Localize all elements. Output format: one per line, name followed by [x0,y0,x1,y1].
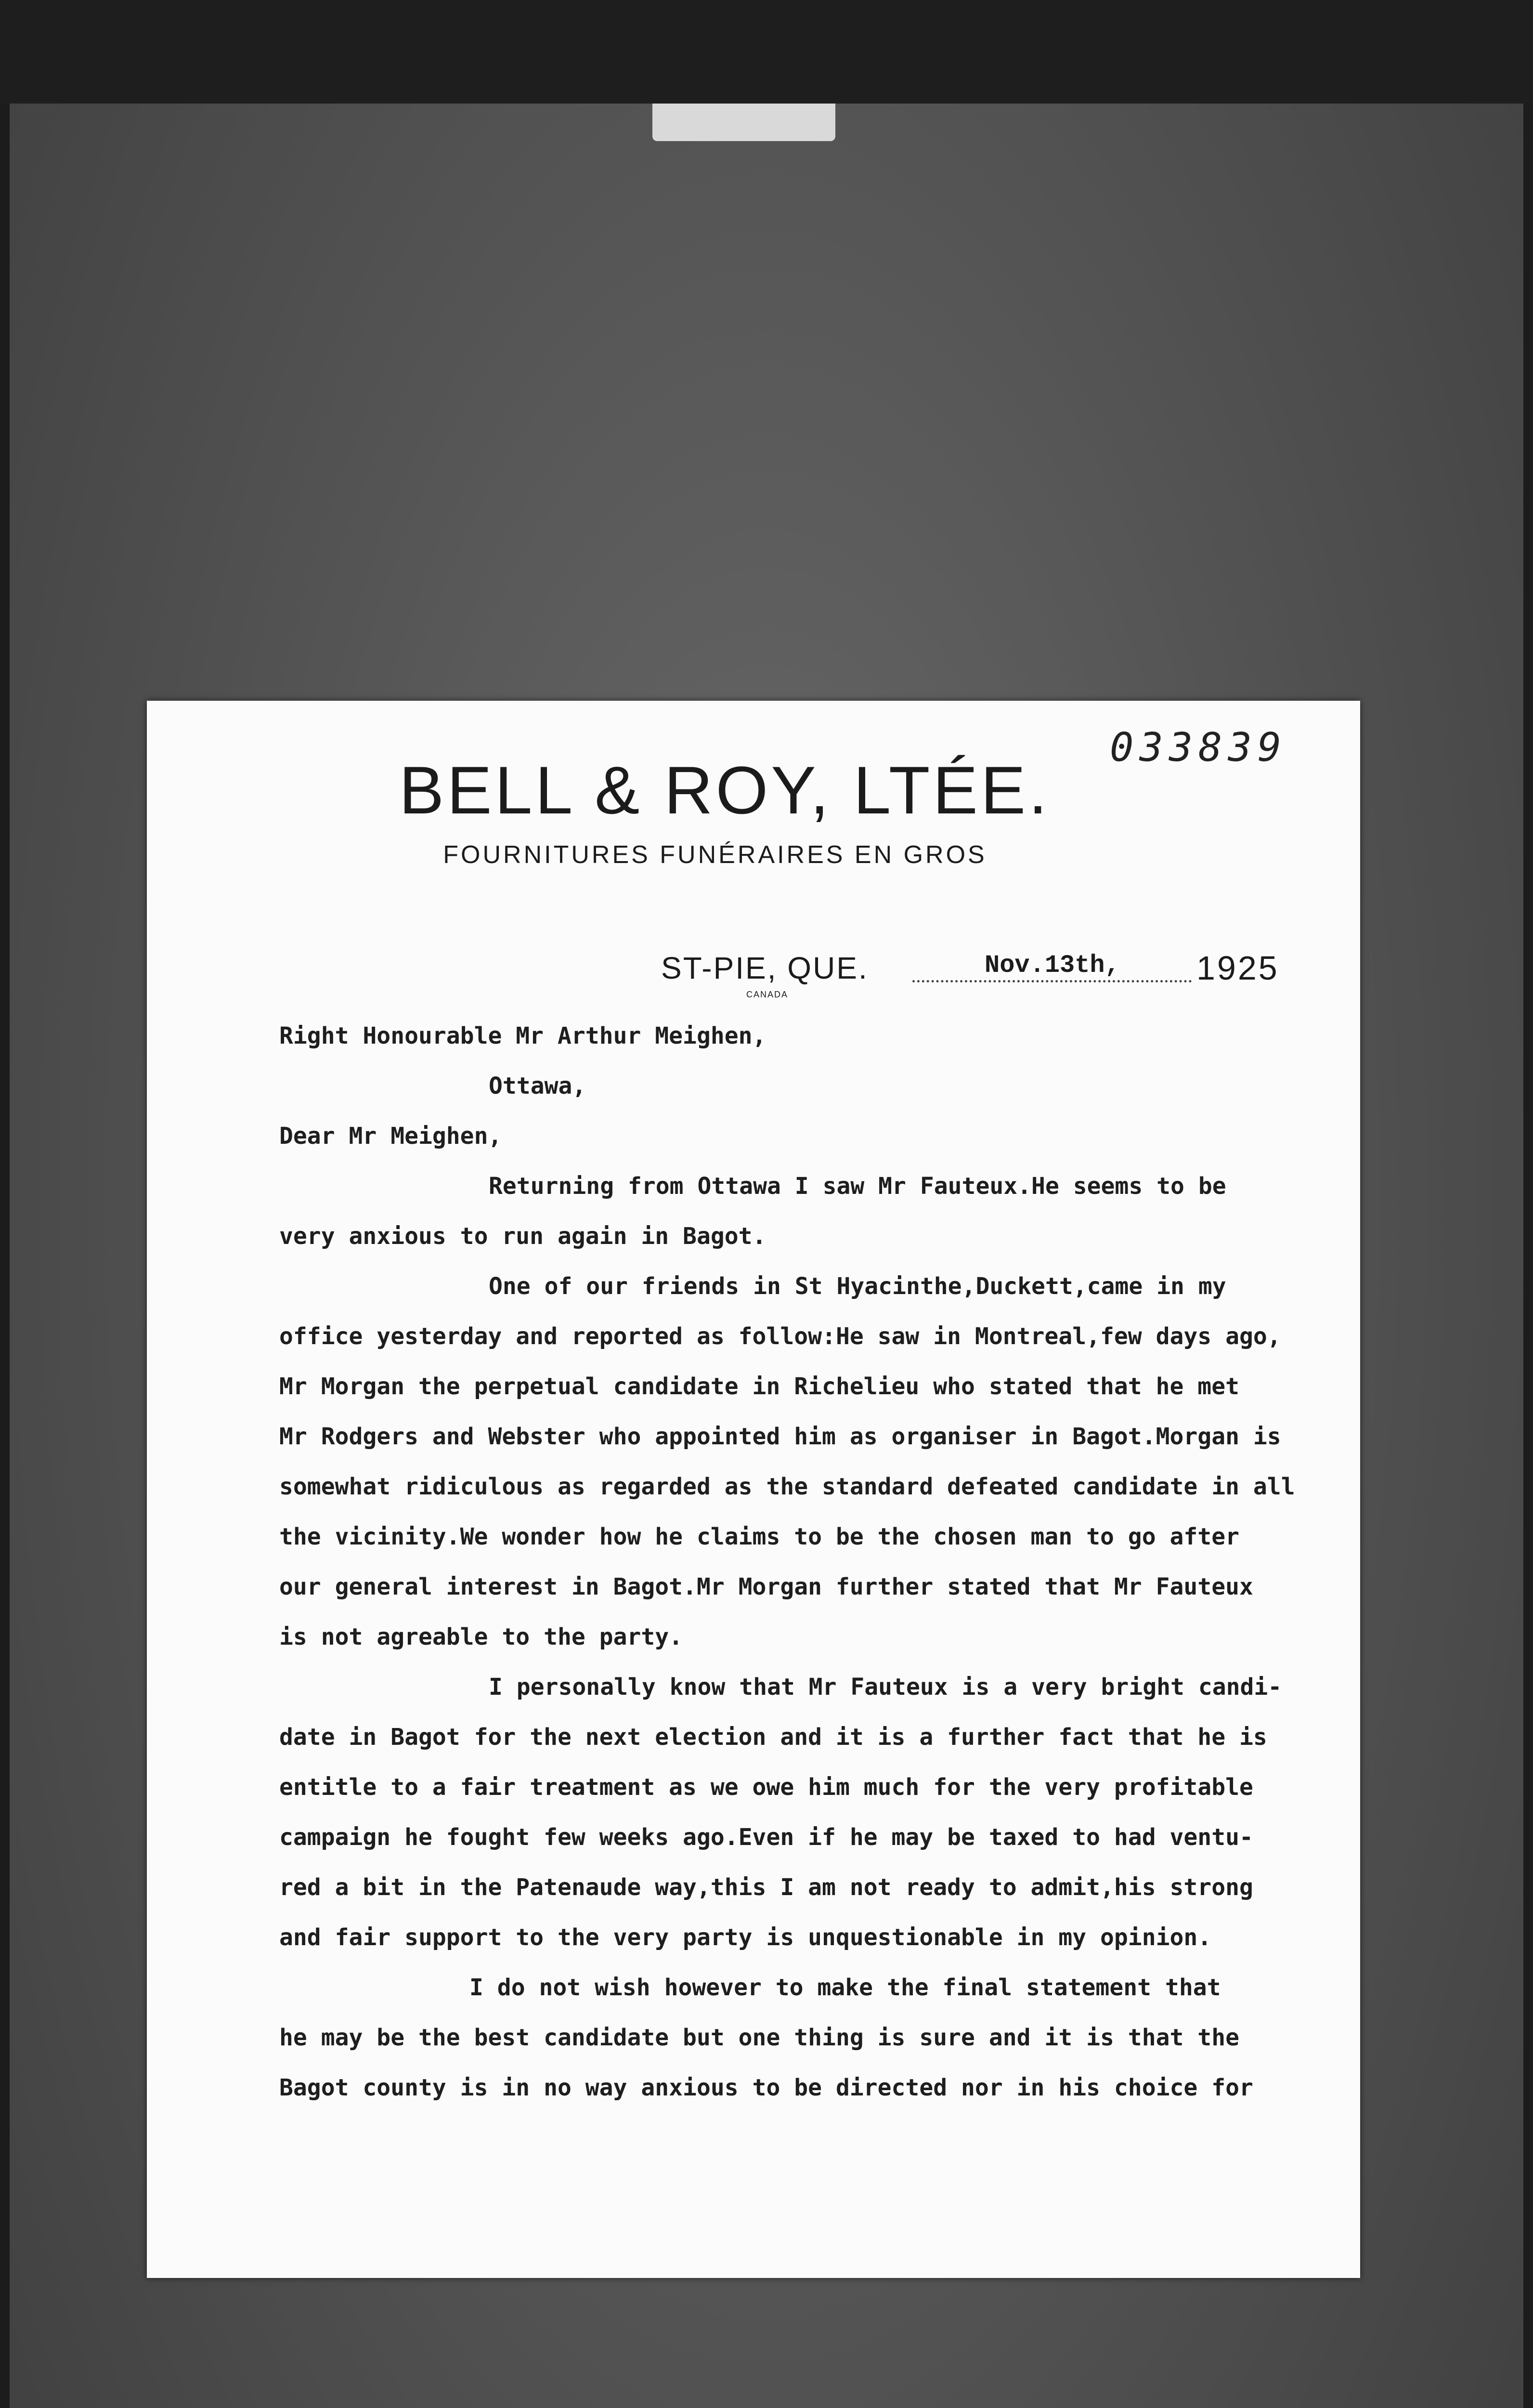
letter-line: Ottawa, [489,1073,586,1099]
letter-line: is not agreable to the party. [279,1623,683,1650]
letter-line: very anxious to run again in Bagot. [279,1223,766,1250]
letter-line: Right Honourable Mr Arthur Meighen, [279,1022,766,1049]
letter-line: and fair support to the very party is unquestionable in my opinion. [279,1924,1212,1951]
letter-line: Returning from Ottawa I saw Mr Fauteux.He seems to be [489,1173,1226,1200]
top-clip-tab [652,104,835,141]
letter-place: ST-PIE, QUE. [661,951,869,985]
letter-line: date in Bagot for the next election and it is a further fact that he is [279,1724,1267,1751]
letter-year: 1925 [1196,949,1279,987]
letter-line: our general interest in Bagot.Mr Morgan further stated that Mr Fauteux [279,1573,1253,1600]
letter-line: Mr Rodgers and Webster who appointed him as organiser in Bagot.Morgan is [279,1423,1281,1450]
letter-line: Bagot county is in no way anxious to be directed nor in his choice for [279,2074,1253,2101]
letter-sheet [147,701,1360,2278]
letter-line: he may be the best candidate but one thing is sure and it is that the [279,2024,1239,2051]
letter-line: office yesterday and reported as follow:He saw in Montreal,few days ago, [279,1323,1281,1350]
letter-line: red a bit in the Patenaude way,this I am not ready to admit,his strong [279,1874,1253,1901]
letter-line: Dear Mr Meighen, [279,1123,502,1150]
letter-line: I personally know that Mr Fauteux is a very bright candi- [489,1674,1282,1701]
letter-line: the vicinity.We wonder how he claims to be the chosen man to go after [279,1523,1239,1550]
document-number: 033839 [1110,725,1287,771]
letter-line: somewhat ridiculous as regarded as the standard defeated candidate in all [279,1473,1295,1500]
letter-country: CANADA [746,990,789,999]
company-name: BELL & ROY, LTÉE. [399,752,1051,828]
letter-line: entitle to a fair treatment as we owe him much for the very profitable [279,1774,1253,1801]
company-tagline: FOURNITURES FUNÉRAIRES EN GROS [443,841,987,869]
letter-date: Nov.13th, [985,951,1120,980]
letter-line: One of our friends in St Hyacinthe,Duckett,came in my [489,1273,1226,1300]
letter-line: campaign he fought few weeks ago.Even if he may be taxed to had ventu- [279,1824,1253,1851]
film-top-strip [0,0,1533,104]
letter-line: Mr Morgan the perpetual candidate in Richelieu who stated that he met [279,1373,1239,1400]
letter-line: I do not wish however to make the final statement that [469,1974,1221,2001]
